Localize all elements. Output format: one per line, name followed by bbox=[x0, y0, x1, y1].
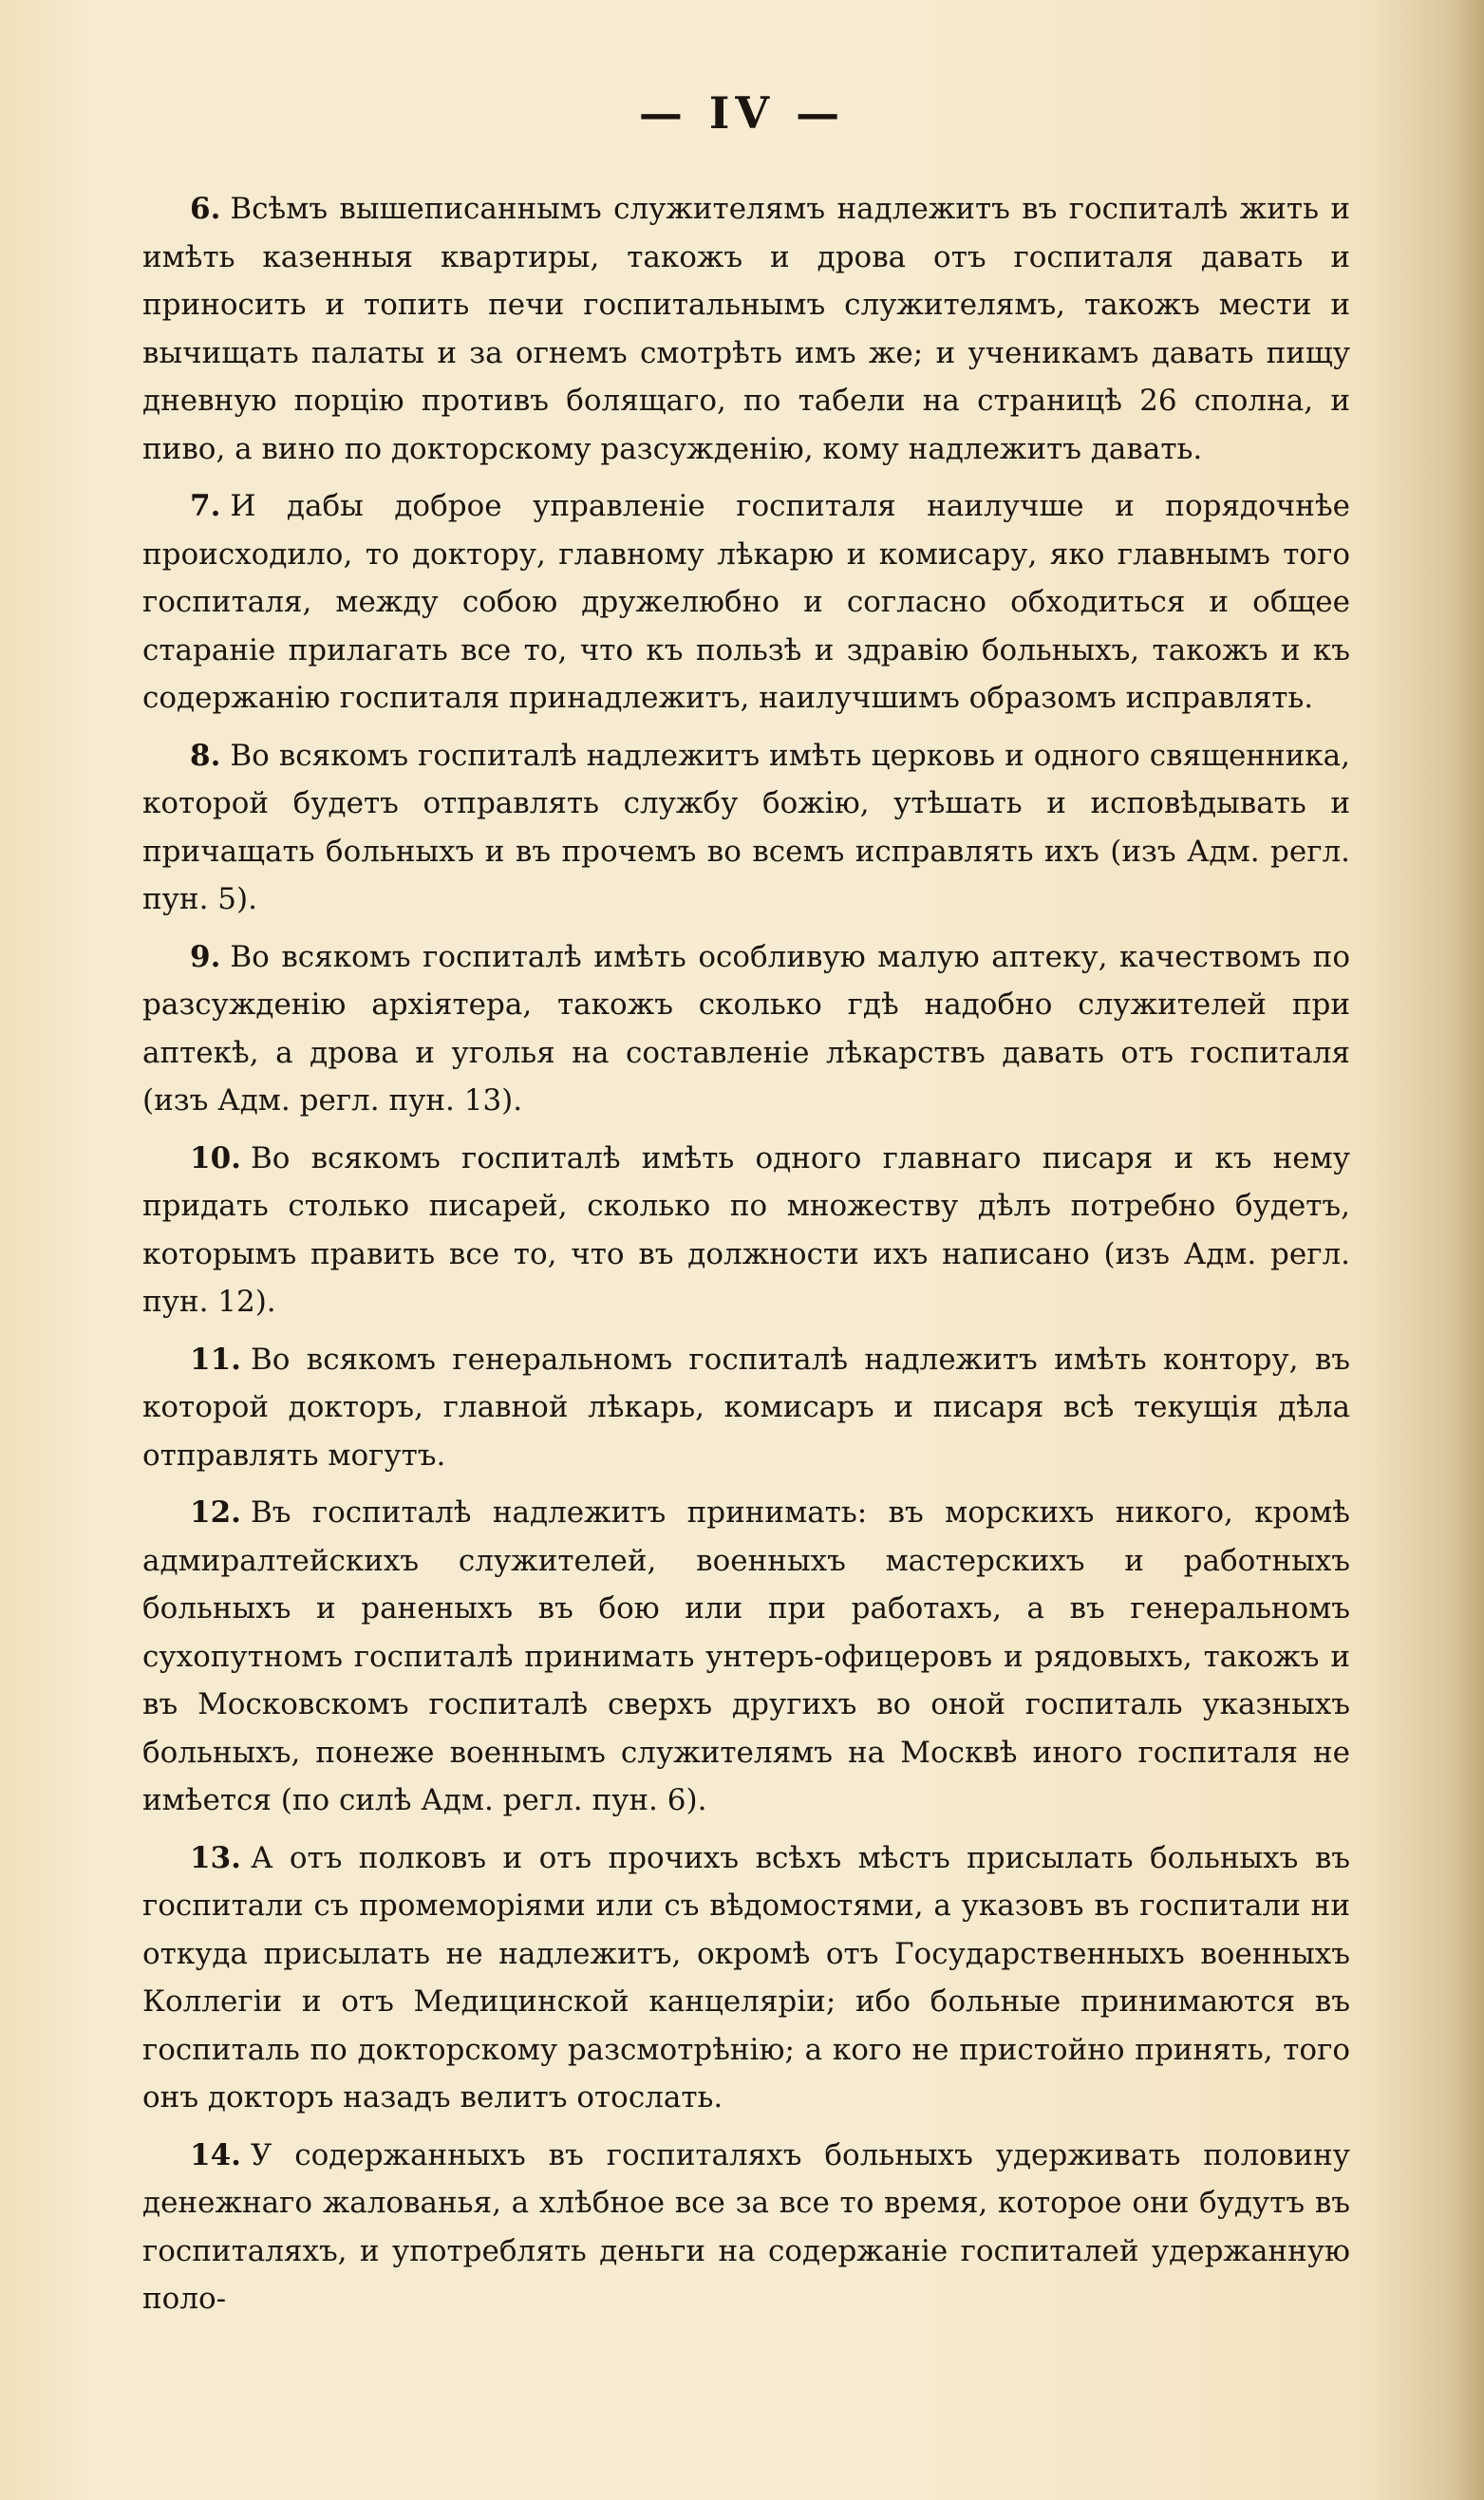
paragraph-9 bbox=[142, 933, 1350, 1125]
paragraph-14 bbox=[142, 2132, 1350, 2323]
paragraph-number: 8. bbox=[190, 738, 221, 773]
body-text bbox=[142, 185, 1350, 2333]
paragraph-text: Во всякомъ госпиталѣ имѣть одного главнаго писаря и къ нему придать столько писарей, сколько по множеству дѣлъ потребно будетъ, которымъ править все то, что въ должности ихъ написано (изъ Адм. регл. пун. 12). bbox=[142, 1140, 1350, 1319]
paragraph-11 bbox=[142, 1336, 1350, 1480]
page-number: — IV — bbox=[638, 87, 846, 139]
paragraph-10 bbox=[142, 1135, 1350, 1326]
paragraph-number: 10. bbox=[190, 1140, 241, 1175]
paragraph-12 bbox=[142, 1489, 1350, 1825]
paragraph-text: Во всякомъ госпиталѣ имѣть особливую малую аптеку, качествомъ по разсужденію архіятера, такожъ сколько гдѣ надобно служителей при аптекѣ, а дрова и уголья на составленіе лѣкарствъ давать отъ госпиталя (изъ Адм. регл. пун. 13). bbox=[142, 939, 1350, 1118]
paragraph-6 bbox=[142, 185, 1350, 473]
paragraph-number: 14. bbox=[190, 2137, 241, 2172]
paragraph-text: У содержанныхъ въ госпиталяхъ больныхъ удерживать половину денежнаго жалованья, а хлѣбное все за все то время, которое они будутъ въ госпиталяхъ, и употреблять деньги на содержаніе госпиталей удержанную поло- bbox=[142, 2137, 1350, 2316]
paragraph-8 bbox=[142, 732, 1350, 924]
paragraph-text: Во всякомъ генеральномъ госпиталѣ надлежитъ имѣть контору, въ которой докторъ, главной лѣкарь, комисаръ и писаря всѣ текущія дѣла отправлять могутъ. bbox=[142, 1342, 1350, 1473]
paragraph-13 bbox=[142, 1834, 1350, 2122]
paragraph-7 bbox=[142, 482, 1350, 723]
paragraph-text: Всѣмъ вышеписаннымъ служителямъ надлежитъ въ госпиталѣ жить и имѣть казенныя квартиры, такожъ и дрова отъ госпиталя давать и приносить и топить печи госпитальнымъ служителямъ, такожъ мести и вычищать палаты и за огнемъ смотрѣть имъ же; и ученикамъ давать пищу дневную порцію противъ болящаго, по табели на страницѣ 26 сполна, и пиво, а вино по докторскому разсужденію, кому надлежитъ давать. bbox=[142, 192, 1350, 466]
paragraph-number: 13. bbox=[190, 1840, 241, 1875]
paragraph-text: Во всякомъ госпиталѣ надлежитъ имѣть церковь и одного священника, которой будетъ отправлять службу божію, утѣшать и исповѣдывать и причащать больныхъ и въ прочемъ во всемъ исправлять ихъ (изъ Адм. регл. пун. 5). bbox=[142, 738, 1350, 916]
paragraph-number: 11. bbox=[190, 1342, 241, 1377]
paragraph-number: 12. bbox=[190, 1495, 241, 1530]
paragraph-number: 7. bbox=[190, 489, 221, 523]
paragraph-number: 6. bbox=[190, 192, 221, 226]
paragraph-text: Въ госпиталѣ надлежитъ принимать: въ морскихъ никого, кромѣ адмиралтейскихъ служителей, военныхъ мастерскихъ и работныхъ больныхъ и раненыхъ въ бою или при работахъ, а въ генеральномъ сухопутномъ госпиталѣ принимать унтеръ-офицеровъ и рядовыхъ, такожъ и въ Московскомъ госпиталѣ сверхъ другихъ во оной госпиталь указныхъ больныхъ, понеже военнымъ служителямъ на Москвѣ иного госпиталя не имѣется (по силѣ Адм. регл. пун. 6). bbox=[142, 1495, 1350, 1817]
paragraph-text: И дабы доброе управленіе госпиталя наилучше и порядочнѣе происходило, то доктору, главному лѣкарю и комисару, яко главнымъ того госпиталя, между собою дружелюбно и согласно обходиться и общее стараніе прилагать все то, что къ пользѣ и здравію больныхъ, такожъ и къ содержанію госпиталя принадлежитъ, наилучшимъ образомъ исправлять. bbox=[142, 489, 1350, 715]
paragraph-text: А отъ полковъ и отъ прочихъ всѣхъ мѣстъ присылать больныхъ въ госпитали съ промеморіями или съ вѣдомостями, а указовъ въ госпитали ни откуда присылать не надлежитъ, окромѣ отъ Государственныхъ военныхъ Коллегіи и отъ Медицинской канцеляріи; ибо больные принимаются въ госпиталь по докторскому разсмотрѣнію; а кого не пристойно принять, того онъ докторъ назадъ велитъ отослать. bbox=[142, 1840, 1350, 2115]
paragraph-number: 9. bbox=[190, 939, 221, 974]
